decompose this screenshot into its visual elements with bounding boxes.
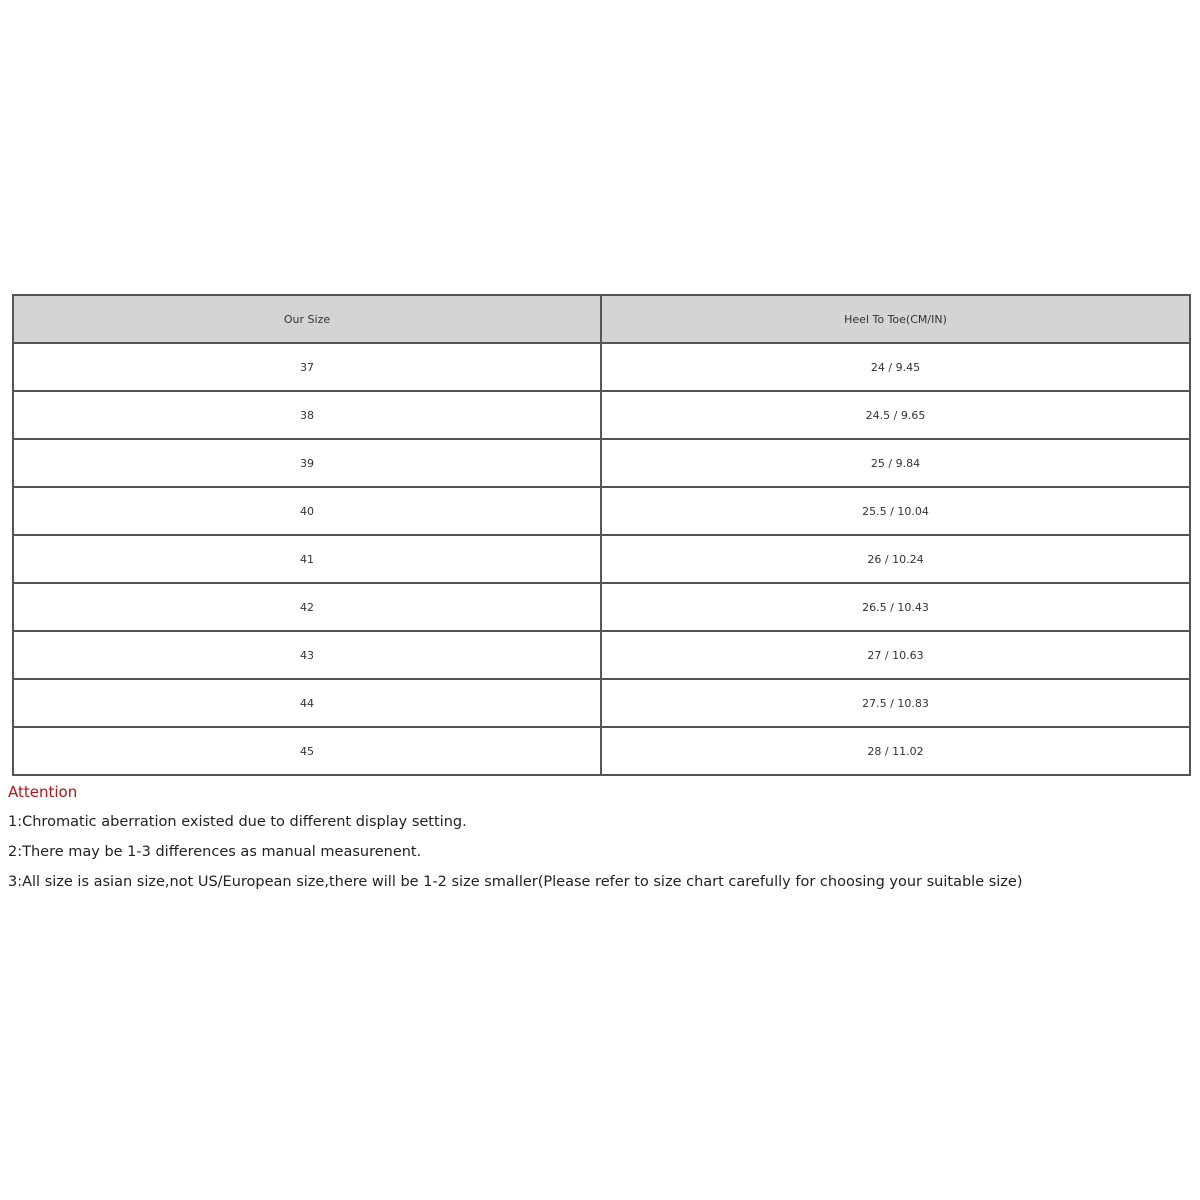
size-cell: 41 — [13, 535, 601, 583]
measurement-cell: 28 / 11.02 — [601, 727, 1190, 775]
table-row — [13, 343, 1190, 391]
measurement-cell: 25.5 / 10.04 — [601, 487, 1190, 535]
size-cell: 45 — [13, 727, 601, 775]
header-our-size: Our Size — [13, 295, 601, 343]
size-chart-table — [12, 294, 1191, 776]
measurement-cell: 27 / 10.63 — [601, 631, 1190, 679]
measurement-cell: 24.5 / 9.65 — [601, 391, 1190, 439]
table-row — [13, 391, 1190, 439]
size-cell: 39 — [13, 439, 601, 487]
measurement-cell: 25 / 9.84 — [601, 439, 1190, 487]
measurement-cell: 24 / 9.45 — [601, 343, 1190, 391]
size-cell: 42 — [13, 583, 601, 631]
attention-heading: Attention — [8, 783, 78, 801]
table-row — [13, 487, 1190, 535]
measurement-cell: 26 / 10.24 — [601, 535, 1190, 583]
table-row — [13, 535, 1190, 583]
table-row — [13, 679, 1190, 727]
size-cell: 43 — [13, 631, 601, 679]
size-cell: 37 — [13, 343, 601, 391]
size-cell: 40 — [13, 487, 601, 535]
table-header-row — [13, 295, 1190, 343]
table-row — [13, 439, 1190, 487]
header-heel-to-toe: Heel To Toe(CM/IN) — [601, 295, 1190, 343]
size-cell: 38 — [13, 391, 601, 439]
table-row — [13, 583, 1190, 631]
table-row — [13, 727, 1190, 775]
note-line-1: 1:Chromatic aberration existed due to different display setting. — [8, 814, 467, 830]
measurement-cell: 27.5 / 10.83 — [601, 679, 1190, 727]
measurement-cell: 26.5 / 10.43 — [601, 583, 1190, 631]
note-line-3: 3:All size is asian size,not US/European size,there will be 1-2 size smaller(Please refer to size chart carefully for choosing your suitable size) — [8, 874, 1023, 890]
attention-notes — [8, 783, 1188, 903]
table-row — [13, 631, 1190, 679]
size-cell: 44 — [13, 679, 601, 727]
note-line-2: 2:There may be 1-3 differences as manual measurenent. — [8, 844, 422, 860]
